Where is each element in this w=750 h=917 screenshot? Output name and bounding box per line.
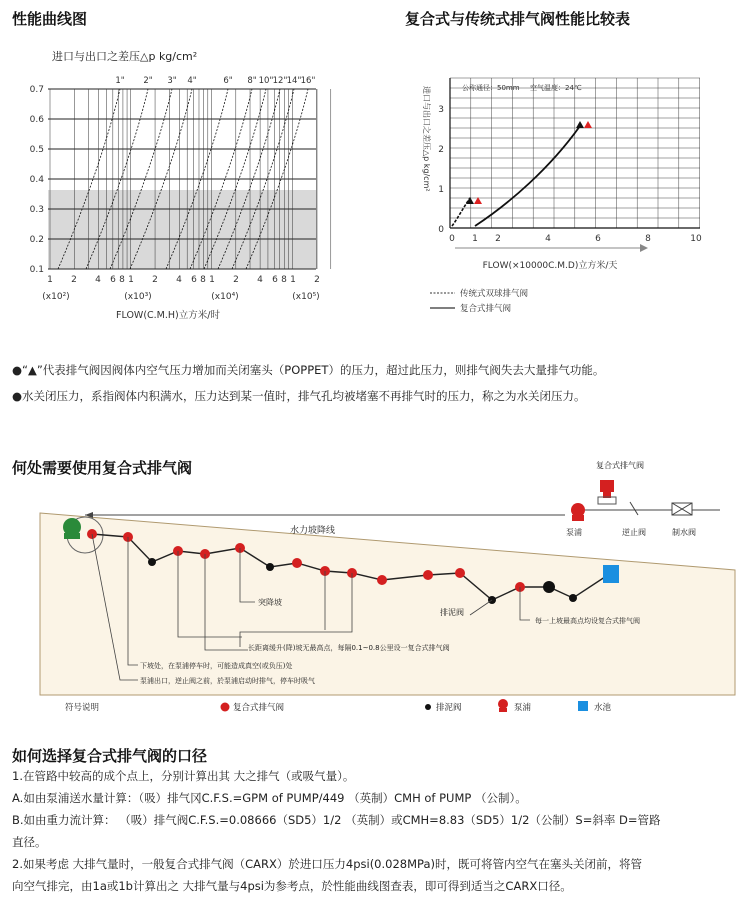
x-tick: 8 xyxy=(281,275,287,285)
y-tick: 0.1 xyxy=(29,265,44,275)
composite-curve xyxy=(475,126,580,226)
water-tank-icon xyxy=(603,565,619,583)
chart1-xlabel: FLOW(C.M.H)立方米/时 xyxy=(116,310,220,321)
chart2-ylabel: 进口与出口之差压△p kg/cm² xyxy=(422,86,431,192)
x-tick: 0 xyxy=(449,234,455,244)
x-tick: 2 xyxy=(233,275,239,285)
section4-title: 如何选择复合式排气阀的口径 xyxy=(12,747,208,765)
x-tick: 10 xyxy=(690,234,702,244)
legend-tank-icon xyxy=(578,701,588,711)
x-tick: 6 xyxy=(595,234,601,244)
pipeline-diagram xyxy=(0,455,750,720)
x-tick: 2 xyxy=(314,275,320,285)
valve-label: 复合式排气阀 xyxy=(596,461,644,470)
text-line: 向空气排完，由1a或1b计算出之 大排气量与4psi为参考点，於性能曲线图查表，即可得到适当之CARX口径。 xyxy=(12,879,572,893)
x-tick: 1 xyxy=(209,275,215,285)
x-tick: 1 xyxy=(128,275,134,285)
x-tick: 1 xyxy=(290,275,296,285)
check-valve-label: 逆止阀 xyxy=(622,528,646,537)
flow-arrow-head xyxy=(640,244,648,252)
y-tick: 0.2 xyxy=(29,235,44,245)
selection-text xyxy=(12,765,742,897)
size-label: 6" xyxy=(223,76,233,86)
section2-title: 复合式与传统式排气阀性能比较表 xyxy=(405,10,631,28)
water-valve-label: 制水阀 xyxy=(672,528,696,537)
legend-item: 复合式排气阀 xyxy=(233,703,285,713)
legend-drain-icon xyxy=(425,704,431,710)
x-tick: 2 xyxy=(152,275,158,285)
pump-outlet-label: 泵浦出口，逆止阀之前，於泵浦启动时排气，停车时吸气 xyxy=(140,677,315,685)
legend-item: 传统式双球排气阀 xyxy=(460,289,529,299)
performance-curve-chart xyxy=(0,68,340,328)
check-valve-icon xyxy=(630,502,638,515)
x-multiplier: (x10⁴) xyxy=(211,292,239,302)
x-multiplier: (x10²) xyxy=(42,292,70,302)
y-tick: 0.4 xyxy=(29,175,44,185)
size-label: 14" xyxy=(286,76,302,86)
legend-item: 泵浦 xyxy=(514,703,532,713)
top-valve-icon xyxy=(600,480,614,492)
pump-base xyxy=(572,515,584,521)
size-label: 1" xyxy=(115,76,125,86)
legend-pump-icon xyxy=(498,699,508,709)
y-tick: 0.3 xyxy=(29,205,44,215)
text-line: 直径。 xyxy=(12,835,47,849)
legend-item: 水池 xyxy=(594,703,612,713)
close-marker-red xyxy=(584,121,592,128)
diameter-note: 公称通径：50mm xyxy=(462,84,520,92)
chart1-subtitle: 进口与出口之差压△p kg/cm² xyxy=(52,50,198,63)
x-tick: 6 xyxy=(191,275,197,285)
x-tick: 4 xyxy=(176,275,182,285)
size-label: 12" xyxy=(272,76,288,86)
size-label: 16" xyxy=(300,76,316,86)
pump-label: 泵浦 xyxy=(566,528,582,537)
hydraulic-label: 水力坡降线 xyxy=(290,526,336,536)
x-tick: 2 xyxy=(495,234,501,244)
x-tick: 8 xyxy=(200,275,206,285)
note-2: ●水关闭压力，系指阀体内积满水，压力达到某一值时，排气孔均被堵塞不再排气时的压力，称之为水关闭压力。 xyxy=(12,389,586,403)
pump-icon xyxy=(571,503,585,517)
comparison-grid xyxy=(450,78,700,228)
drain-label: 排泥阀 xyxy=(440,608,464,617)
size-label: 3" xyxy=(167,76,177,86)
x-tick: 4 xyxy=(257,275,263,285)
y-tick: 1 xyxy=(438,185,444,195)
text-line: 1.在管路中较高的成个点上，分别计算出其 大之排气（或吸气量）。 xyxy=(12,769,355,783)
section3-title: 何处需要使用复合式排气阀 xyxy=(12,459,193,477)
x-tick: 6 xyxy=(272,275,278,285)
composite-valve-base xyxy=(64,533,80,539)
x-multiplier: (x10⁵) xyxy=(292,292,320,302)
x-tick: 1 xyxy=(47,275,53,285)
legend-composite-valve-icon xyxy=(221,703,230,712)
size-label: 2" xyxy=(143,76,153,86)
x-tick: 8 xyxy=(645,234,651,244)
legend-pump-base xyxy=(499,708,507,712)
y-tick: 0.7 xyxy=(29,85,44,95)
x-tick: 4 xyxy=(95,275,101,285)
note-1: ●“▲”代表排气阀因阀体内空气压力增加而关闭塞头（POPPET）的压力，超过此压力，则排气阀失去大量排气功能。 xyxy=(12,363,605,377)
text-line: B.如由重力流计算： （吸）排气阀C.F.S.=0.08666（SD5）1/2 （英制）或CMH=8.83（SD5）1/2（公制）S=斜率 D=管路 xyxy=(12,813,661,827)
size-label: 8" xyxy=(247,76,257,86)
x-tick: 2 xyxy=(71,275,77,285)
x-tick: 6 xyxy=(110,275,116,285)
text-line: 2.如果考虑 大排气量时，一般复合式排气阀（CARX）於进口压力4psi(0.028MPa)时，既可将管内空气在塞头关闭前，将管 xyxy=(12,857,642,871)
legend-title: 符号说明 xyxy=(65,703,100,713)
y-tick: 2 xyxy=(438,145,444,155)
every-high-label: 每一上坡最高点均设复合式排气阀 xyxy=(535,617,640,625)
long-slope-label: 长距离缓升(降)坡无最高点，每隔0.1~0.8公里设一复合式排气阀 xyxy=(248,644,450,652)
comparison-chart xyxy=(400,68,740,328)
y-tick: 0.5 xyxy=(29,145,44,155)
y-tick: 0.6 xyxy=(29,115,44,125)
x-tick: 4 xyxy=(545,234,551,244)
y-tick: 3 xyxy=(438,105,444,115)
x-multiplier: (x10³) xyxy=(124,292,152,302)
temp-note: 空气温度：24℃ xyxy=(530,84,582,92)
top-valve-body xyxy=(598,497,616,504)
size-label: 4" xyxy=(187,76,197,86)
sudden-drop-label: 突降坡 xyxy=(258,598,282,607)
x-tick: 1 xyxy=(472,234,478,244)
section1-title: 性能曲线图 xyxy=(12,10,88,28)
downslope-label: 下坡处，在泵浦停车时，可能造成真空(或负压)处 xyxy=(140,662,293,670)
legend-item: 排泥阀 xyxy=(436,703,462,713)
chart2-xlabel: FLOW(×10000C.M.D)立方米/天 xyxy=(482,261,618,271)
y-tick: 0 xyxy=(438,225,444,235)
x-tick: 8 xyxy=(119,275,125,285)
size-label: 10" xyxy=(258,76,274,86)
close-marker-black xyxy=(576,121,584,128)
legend-item: 复合式排气阀 xyxy=(460,304,512,314)
text-line: A.如由泵浦送水量计算：（吸）排气冈C.F.S.=GPM of PUMP/449 （英制）CMH of PUMP （公制）。 xyxy=(12,791,527,805)
